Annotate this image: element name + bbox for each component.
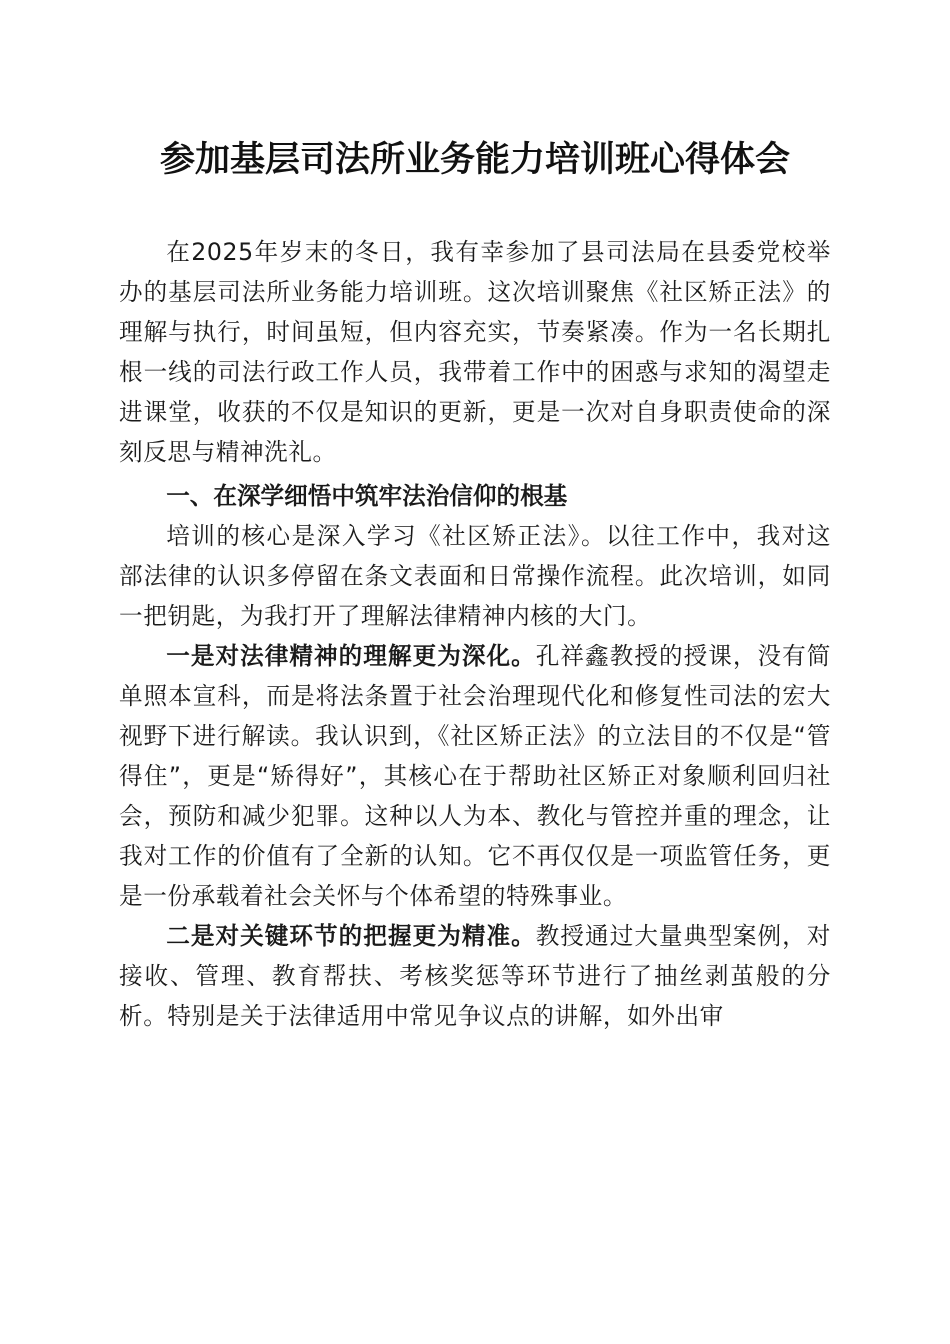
- section-heading: 一、在深学细悟中筑牢法治信仰的根基: [166, 482, 568, 510]
- paragraph-lead: 一是对法律精神的理解更为深化。: [166, 642, 536, 670]
- paragraph-point-one: [119, 636, 831, 916]
- paragraph-intro: [119, 232, 831, 472]
- paragraph-text: 教授通过大量典型案例，对接收、管理、教育帮扶、考核奖惩等环节进行了抽丝剥茧般的分析。特别是关于法律适用中常见争议点的讲解，如外出审: [119, 922, 832, 1030]
- document-body: [119, 232, 831, 1036]
- paragraph-text: 培训的核心是深入学习《社区矫正法》。以往工作中，我对这部法律的认识多停留在条文表面和日常操作流程。此次培训，如同一把钥匙，为我打开了理解法律精神内核的大门。: [119, 522, 831, 630]
- paragraph-text: 孔祥鑫教授的授课，没有简单照本宣科，而是将法条置于社会治理现代化和修复性司法的宏大视野下进行解读。我认识到，《社区矫正法》的立法目的不仅是“管得住”，更是“矫得好”，其核心在于帮助社区矫正对象顺利回归社会，预防和减少犯罪。这种以人为本、教化与管控并重的理念，让我对工作的价值有了全新的认知。它不再仅仅是一项监管任务，更是一份承载着社会关怀与个体希望的特殊事业。: [119, 642, 832, 910]
- paragraph-lead: 二是对关键环节的把握更为精准。: [166, 922, 536, 950]
- paragraph-point-two: [119, 916, 831, 1036]
- paragraph-text: 在2025年岁末的冬日，我有幸参加了县司法局在县委党校举办的基层司法所业务能力培训班。这次培训聚焦《社区矫正法》的理解与执行，时间虽短，但内容充实，节奏紧凑。作为一名长期扎根一线的司法行政工作人员，我带着工作中的困惑与求知的渴望走进课堂，收获的不仅是知识的更新，更是一次对自身职责使命的深刻反思与精神洗礼。: [119, 238, 831, 466]
- paragraph-section-intro: [119, 516, 831, 636]
- document-title: 参加基层司法所业务能力培训班心得体会: [159, 139, 790, 180]
